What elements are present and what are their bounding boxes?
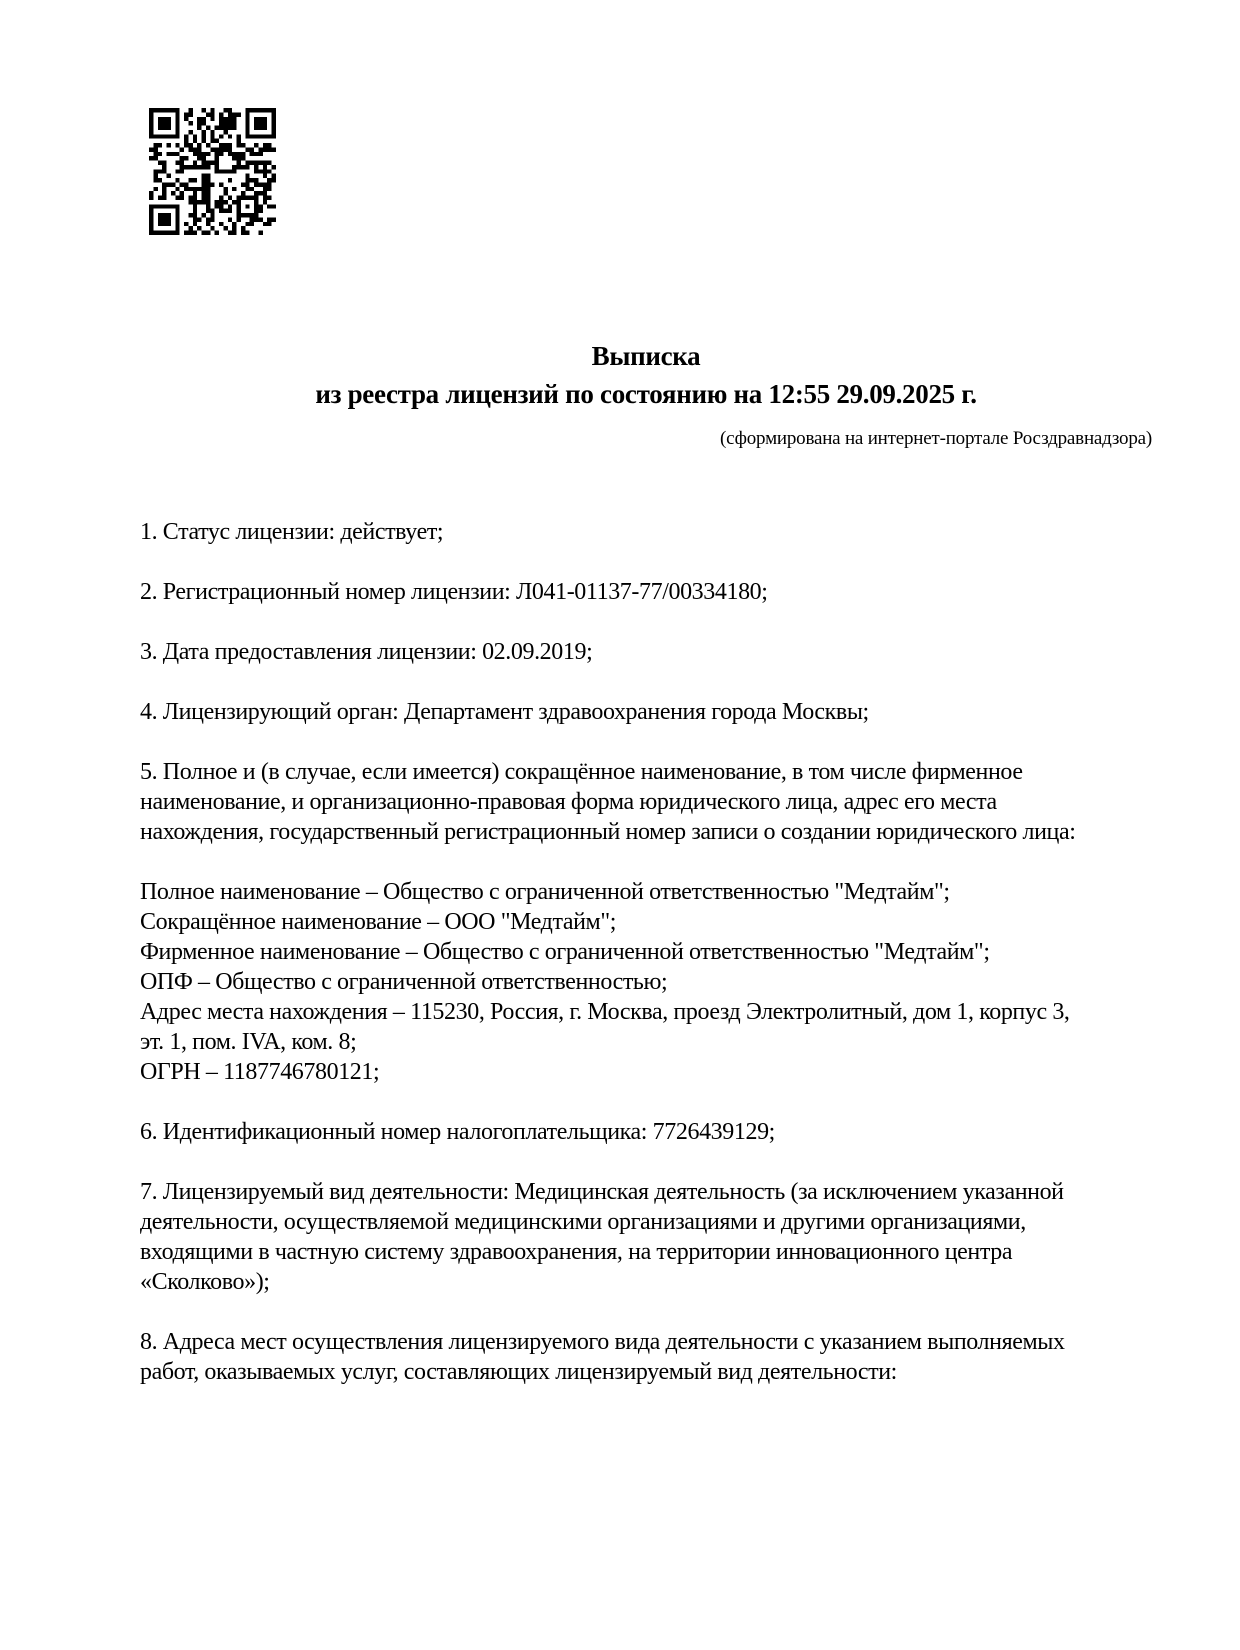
subtitle-note: (сформирована на интернет-портале Росздравнадзора): [720, 428, 1152, 449]
document-content: [140, 337, 1152, 1387]
text-line: 4. Лицензирующий орган: Департамент здравоохранения города Москвы;: [140, 699, 869, 725]
text-line: нахождения, государственный регистрационный номер записи о создании юридического лица:: [140, 819, 1076, 845]
text-line: 8. Адреса мест осуществления лицензируемого вида деятельности с указанием выполняемых: [140, 1329, 1065, 1355]
paragraph-3: [140, 637, 1152, 667]
text-line: 1. Статус лицензии: действует;: [140, 519, 444, 545]
text-line: 7. Лицензируемый вид деятельности: Медицинская деятельность (за исключением указанной: [140, 1179, 1064, 1205]
text-line: работ, оказываемых услуг, составляющих лицензируемый вид деятельности:: [140, 1359, 897, 1385]
text-line: входящими в частную систему здравоохранения, на территории инновационного центра: [140, 1239, 1013, 1265]
document-title: [140, 337, 1152, 413]
text-line: деятельности, осуществляемой медицинскими организациями и другими организациями,: [140, 1209, 1026, 1235]
text-line: наименование, и организационно-правовая форма юридического лица, адрес его места: [140, 789, 997, 815]
document-title-line2: из реестра лицензий по состоянию на 12:55 29.09.2025 г.: [315, 379, 977, 409]
paragraph-4: [140, 697, 1152, 727]
paragraph-6: [140, 877, 1152, 1087]
document-title-line1: Выписка: [591, 341, 701, 371]
paragraph-2: [140, 577, 1152, 607]
text-line: Полное наименование – Общество с ограниченной ответственностью "Медтайм";: [140, 879, 950, 905]
text-line: Адрес места нахождения – 115230, Россия, г. Москва, проезд Электролитный, дом 1, корпус 3,: [140, 999, 1070, 1025]
paragraph-1: [140, 517, 1152, 547]
text-line: Сокращённое наименование – ООО "Медтайм";: [140, 909, 617, 935]
text-line: 6. Идентификационный номер налогоплательщика: 7726439129;: [140, 1119, 775, 1145]
paragraphs: [140, 517, 1152, 1387]
text-line: 3. Дата предоставления лицензии: 02.09.2019;: [140, 639, 593, 665]
qr-code-icon: [149, 108, 276, 235]
text-line: 2. Регистрационный номер лицензии: Л041-01137-77/00334180;: [140, 579, 768, 605]
paragraph-5: [140, 757, 1152, 847]
text-line: Фирменное наименование – Общество с ограниченной ответственностью "Медтайм";: [140, 939, 990, 965]
paragraph-7: [140, 1117, 1152, 1147]
paragraph-9: [140, 1327, 1152, 1387]
text-line: ОГРН – 1187746780121;: [140, 1059, 380, 1085]
text-line: «Сколково»);: [140, 1269, 270, 1295]
text-line: 5. Полное и (в случае, если имеется) сокращённое наименование, в том числе фирменное: [140, 759, 1023, 785]
text-line: эт. 1, пом. IVA, ком. 8;: [140, 1029, 357, 1055]
paragraph-8: [140, 1177, 1152, 1297]
text-line: ОПФ – Общество с ограниченной ответственностью;: [140, 969, 668, 995]
